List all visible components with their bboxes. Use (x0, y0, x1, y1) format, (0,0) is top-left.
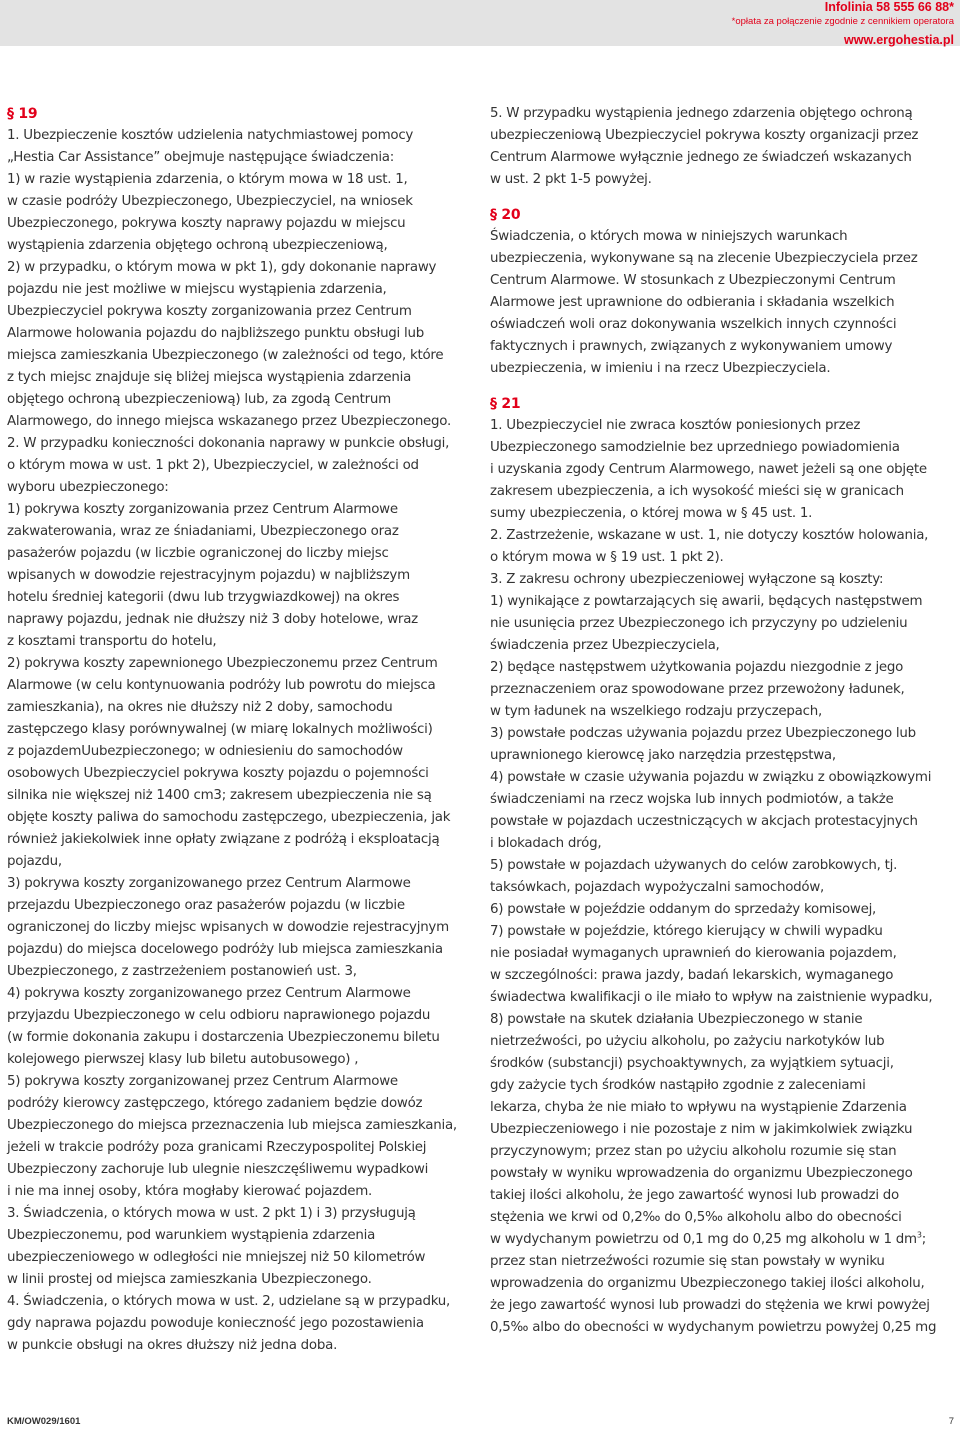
text-line: wprowadzenia do organizmu Ubezpieczonego takiej ilości alkoholu, (490, 1276, 925, 1291)
text-line: 3) pokrywa koszty zorganizowanego przez Centrum Alarmowe (7, 876, 411, 891)
text-line: Świadczenia, o których mowa w niniejszych warunkach (490, 229, 848, 244)
section-19-body (7, 125, 472, 1357)
hotline-note: *opłata za połączenie zgodnie z cennikiem operatora (731, 15, 954, 27)
text-line: gdy zażycie tych środków nastąpiło zgodnie z zaleceniami (490, 1078, 866, 1093)
text-line: świadczenia przez Ubezpieczyciela, (490, 638, 720, 653)
text-line: naprawy pojazdu, jednak nie dłuższy niż 3 doby hotelowe, wraz (7, 612, 418, 627)
text-line: jeżeli w trakcie podróży poza granicami Rzeczypospolitej Polskiej (7, 1140, 427, 1155)
text-line: sumy ubezpieczenia, o której mowa w § 45 ust. 1. (490, 506, 813, 521)
section-21-heading: § 21 (490, 396, 521, 412)
text-line: z kosztami transportu do hotelu, (7, 634, 217, 649)
header-contact (732, 1, 954, 47)
text-line: w wydychanym powietrzu od 0,1 mg do 0,25 mg alkoholu w 1 $dm^3$; (490, 1230, 926, 1247)
text-line: 2) w przypadku, o którym mowa w pkt 1), gdy dokonanie naprawy (7, 260, 437, 275)
hotline-number[interactable]: Infolinia 58 555 66 88* (824, 0, 954, 14)
text-line: oświadczeń woli oraz dokonywania wszelkich innych czynności (490, 317, 897, 332)
text-line: przeznaczeniem oraz spowodowane przez przewożony ładunek, (490, 682, 905, 697)
text-line: zastępczego klasy porównywalnej (w miarę lokalnych możliwości) (7, 722, 433, 737)
text-line: ubezpieczeniowego w odległości nie mniejszej niż 50 kilometrów (7, 1250, 426, 1265)
text-line: 3. Z zakresu ochrony ubezpieczeniowej wyłączone są koszty: (490, 572, 884, 587)
text-line: 2) będące następstwem użytkowania pojazdu niezgodnie z jego (490, 660, 904, 675)
text-line: 6) powstałe w pojeździe oddanym do sprzedaży komisowej, (490, 902, 877, 917)
text-line: w czasie podróży Ubezpieczonego, Ubezpieczyciel, na wniosek (7, 194, 413, 209)
text-line: ograniczonej do liczby miejsc wpisanych w dowodzie rejestracyjnym (7, 920, 449, 935)
text-line: faktycznych i prawnych, związanych z wykonywaniem umowy (490, 339, 893, 354)
text-line: Ubezpieczonego, pokrywa koszty naprawy pojazdu w miejscu (7, 216, 406, 231)
text-line: świadczeniami na rzecz wojska lub innych podmiotów, a także (490, 792, 894, 807)
text-line: Ubezpieczonego, z zastrzeżeniem postanowień ust. 3, (7, 964, 357, 979)
page-number: 7 (948, 1416, 954, 1427)
text-line: 5) pokrywa koszty zorganizowanej przez Centrum Alarmowe (7, 1074, 398, 1089)
text-line: Centrum Alarmowe wyłącznie jednego ze świadczeń wskazanych (490, 150, 912, 165)
text-line: objęte koszty paliwa do samochodu zastępczego, ubezpieczenia, jak (7, 810, 451, 825)
section-20-heading: § 20 (490, 207, 521, 223)
text-line: środków (substancji) psychoaktywnych, za wyjątkiem sytuacji, (490, 1056, 894, 1071)
text-line: 1. Ubezpieczenie kosztów udzielenia natychmiastowej pomocy (7, 128, 414, 143)
section-19-heading: § 19 (7, 106, 38, 122)
text-line: uprawnionego kierowcę jako narzędzia przestępstwa, (490, 748, 836, 763)
text-line: przez stan nietrzeźwości rozumie się stan powstały w wyniku (490, 1254, 885, 1269)
text-line: hotelu średniej kategorii (dwu lub trzygwiazdkowej) na okres (7, 590, 400, 605)
text-line: 2. Zastrzeżenie, wskazane w ust. 1, nie dotyczy kosztów holowania, (490, 528, 929, 543)
text-line: Alarmowego, do innego miejsca wskazanego przez Ubezpieczonego. (7, 414, 452, 429)
text-line: wyboru ubezpieczonego: (7, 480, 169, 495)
text-line: z tych miejsc znajduje się bliżej miejsca wystąpienia zdarzenia (7, 370, 412, 385)
text-line: Alarmowe holowania pojazdu do najbliższego punktu obsługi lub (7, 326, 424, 341)
text-line: przyjazdu Ubezpieczonego w celu odbioru naprawionego pojazdu (7, 1008, 431, 1023)
text-line: 0,5‰ albo do obecności w wydychanym powietrzu powyżej 0,25 mg (490, 1320, 937, 1335)
text-line: o którym mowa w § 19 ust. 1 pkt 2). (490, 550, 724, 565)
text-line: pojazdu nie jest możliwe w miejscu wystąpienia zdarzenia, (7, 282, 387, 297)
section-21-body-continued (490, 1251, 955, 1339)
text-line: z pojazdemUubezpieczonego; w odniesieniu do samochodów (7, 744, 403, 759)
paragraph-5-body (490, 103, 955, 191)
text-line: 4) powstałe w czasie używania pojazdu w związku z obowiązkowymi (490, 770, 932, 785)
text-line: nie usunięcia przez Ubezpieczonego ich przyczyny po udzieleniu (490, 616, 908, 631)
text-line: Ubezpieczonemu, pod warunkiem wystąpienia zdarzenia (7, 1228, 376, 1243)
text-line: przejazdu Ubezpieczonego oraz pasażerów pojazdu (w liczbie (7, 898, 405, 913)
text-line: Ubezpieczony zachoruje lub ulegnie nieszczęśliwemu wypadkowi (7, 1162, 429, 1177)
text-line: 7) powstałe w pojeździe, którego kierujący w chwili wypadku (490, 924, 883, 939)
text-line: 2. W przypadku konieczności dokonania naprawy w punkcie obsługi, (7, 436, 450, 451)
text-line: wpisanych w dowodzie rejestracyjnym pojazdu) w najbliższym (7, 568, 410, 583)
text-line: pojazdu) do miejsca docelowego podróży lub miejsca zamieszkania (7, 942, 443, 957)
text-line: lekarza, chyba że nie miało to wpływu na wystąpienie Zdarzenia (490, 1100, 907, 1115)
text-line: objętego ochroną ubezpieczeniową) lub, za zgodą Centrum (7, 392, 391, 407)
text-line: w linii prostej od miejsca zamieszkania Ubezpieczonego. (7, 1272, 372, 1287)
text-line: ubezpieczeniową Ubezpieczyciel pokrywa koszty organizacji przez (490, 128, 919, 143)
website-link[interactable]: www.ergohestia.pl (844, 33, 954, 47)
text-line: silnika nie większej niż 1400 cm3; zakresem ubezpieczenia nie są (7, 788, 432, 803)
text-line: podróży kierowcy zastępczego, którego zadaniem będzie dowóz (7, 1096, 423, 1111)
text-line: w szczególności: prawa jazdy, badań lekarskich, wymaganego (490, 968, 894, 983)
text-line: 3. Świadczenia, o których mowa w ust. 2 pkt 1) i 3) przysługują (7, 1206, 416, 1221)
text-line: Centrum Alarmowe. W stosunkach z Ubezpieczonymi Centrum (490, 273, 896, 288)
text-line: ubezpieczenia, w imieniu i na rzecz Ubezpieczyciela. (490, 361, 831, 376)
text-line: 1. Ubezpieczyciel nie zwraca kosztów poniesionych przez (490, 418, 861, 433)
text-line: i blokadach dróg, (490, 836, 602, 851)
text-line: świadectwa kwalifikacji o ile miało to wpływ na zaistnienie wypadku, (490, 990, 933, 1005)
text-line: osobowych Ubezpieczyciel pokrywa koszty pojazdu o pojemności (7, 766, 429, 781)
text-line: Ubezpieczeniowego i nie pozostaje z nim w jakimkolwiek związku (490, 1122, 913, 1137)
text-line: Ubezpieczonego samodzielnie bez uprzedniego powiadomienia (490, 440, 900, 455)
section-21-body (490, 415, 955, 1229)
text-line: 8) powstałe na skutek działania Ubezpieczonego w stanie (490, 1012, 863, 1027)
text-line: i uzyskania zgody Centrum Alarmowego, nawet jeżeli są one objęte (490, 462, 927, 477)
text-line: zakresem ubezpieczenia, a ich wysokość mieści się w granicach (490, 484, 904, 499)
text-line: powstały w wyniku wprowadzenia do organizmu Ubezpieczonego (490, 1166, 913, 1181)
text-line: w tym ładunek na wszelkiego rodzaju przyczepach, (490, 704, 822, 719)
document-code: KM/OW029/1601 (7, 1416, 81, 1427)
text-line: miejsca zamieszkania Ubezpieczonego (w zależności od tego, które (7, 348, 444, 363)
text-line: zamieszkania), na okres nie dłuższy niż 2 doby, samochodu (7, 700, 393, 715)
text-line: kolejowego pierwszej klasy lub biletu autobusowego) , (7, 1052, 359, 1067)
text-line: Ubezpieczonego do miejsca przeznaczenia lub miejsca zamieszkania, (7, 1118, 457, 1133)
text-line: (w formie dokonania zakupu i dostarczenia Ubezpieczonemu biletu (7, 1030, 440, 1045)
text-line: 2) pokrywa koszty zapewnionego Ubezpieczonemu przez Centrum (7, 656, 438, 671)
text-line: pasażerów pojazdu (w liczbie ograniczonej do liczby miejsc (7, 546, 389, 561)
text-line: Ubezpieczyciel pokrywa koszty zorganizowania przez Centrum (7, 304, 412, 319)
text-line: przyczynowym; przez stan po użyciu alkoholu rozumie się stan (490, 1144, 897, 1159)
text-line: ubezpieczenia, wykonywane są na zlecenie Ubezpieczyciela przez (490, 251, 918, 266)
text-line: i nie ma innej osoby, która mogłaby kierować pojazdem. (7, 1184, 373, 1199)
text-line: również jakiekolwiek inne opłaty związane z podróżą i eksploatacją (7, 832, 440, 847)
text-line: Alarmowe jest uprawnione do odbierania i składania wszelkich (490, 295, 895, 310)
text-line: stężenia we krwi od 0,2‰ do 0,5‰ alkoholu albo do obecności (490, 1210, 902, 1225)
text-line: gdy naprawa pojazdu powoduje konieczność jego pozostawienia (7, 1316, 424, 1331)
text-line: 4) pokrywa koszty zorganizowanego przez Centrum Alarmowe (7, 986, 411, 1001)
text-line: 1) pokrywa koszty zorganizowania przez Centrum Alarmowe (7, 502, 398, 517)
text-line: 4. Świadczenia, o których mowa w ust. 2, udzielane są w przypadku, (7, 1294, 451, 1309)
text-line: pojazdu, (7, 854, 62, 869)
text-line: w ust. 2 pkt 1-5 powyżej. (490, 172, 652, 187)
text-line: 5. W przypadku wystąpienia jednego zdarzenia objętego ochroną (490, 106, 913, 121)
text-line: powstałe w pojazdach uczestniczących w akcjach protestacyjnych (490, 814, 918, 829)
text-line: 5) powstałe w pojazdach używanych do celów zarobkowych, tj. (490, 858, 898, 873)
section-20-body (490, 226, 955, 380)
text-line: Alarmowe (w celu kontynuowania podróży lub powrotu do miejsca (7, 678, 436, 693)
text-line: 1) wynikające z powtarzających się awarii, będących następstwem (490, 594, 923, 609)
text-line: w punkcie obsługi na okres dłuższy niż jedna doba. (7, 1338, 338, 1353)
left-column (7, 103, 472, 1357)
header-bar (0, 0, 960, 46)
text-line: 3) powstałe podczas używania pojazdu przez Ubezpieczonego lub (490, 726, 916, 741)
text-line: że jego zawartość wynosi lub prowadzi do stężenia we krwi powyżej (490, 1298, 930, 1313)
text-line: „Hestia Car Assistance” obejmuje następujące świadczenia: (7, 150, 395, 165)
text-line: takiej ilości alkoholu, że jego zawartość wynosi lub prowadzi do (490, 1188, 899, 1203)
text-line: zakwaterowania, wraz ze śniadaniami, Ubezpieczonego oraz (7, 524, 399, 539)
text-line: wystąpienia zdarzenia objętego ochroną ubezpieczeniową, (7, 238, 388, 253)
text-line: 1) w razie wystąpienia zdarzenia, o którym mowa w 18 ust. 1, (7, 172, 408, 187)
text-line: taksówkach, pojazdach wypożyczalni samochodów, (490, 880, 825, 895)
right-column (490, 103, 955, 1339)
text-line: nietrzeźwości, po użyciu alkoholu, po zażyciu narkotyków lub (490, 1034, 885, 1049)
text-line: nie posiadał wymaganych uprawnień do kierowania pojazdem, (490, 946, 897, 961)
text-line: o którym mowa w ust. 1 pkt 2), Ubezpieczyciel, w zależności od (7, 458, 419, 473)
